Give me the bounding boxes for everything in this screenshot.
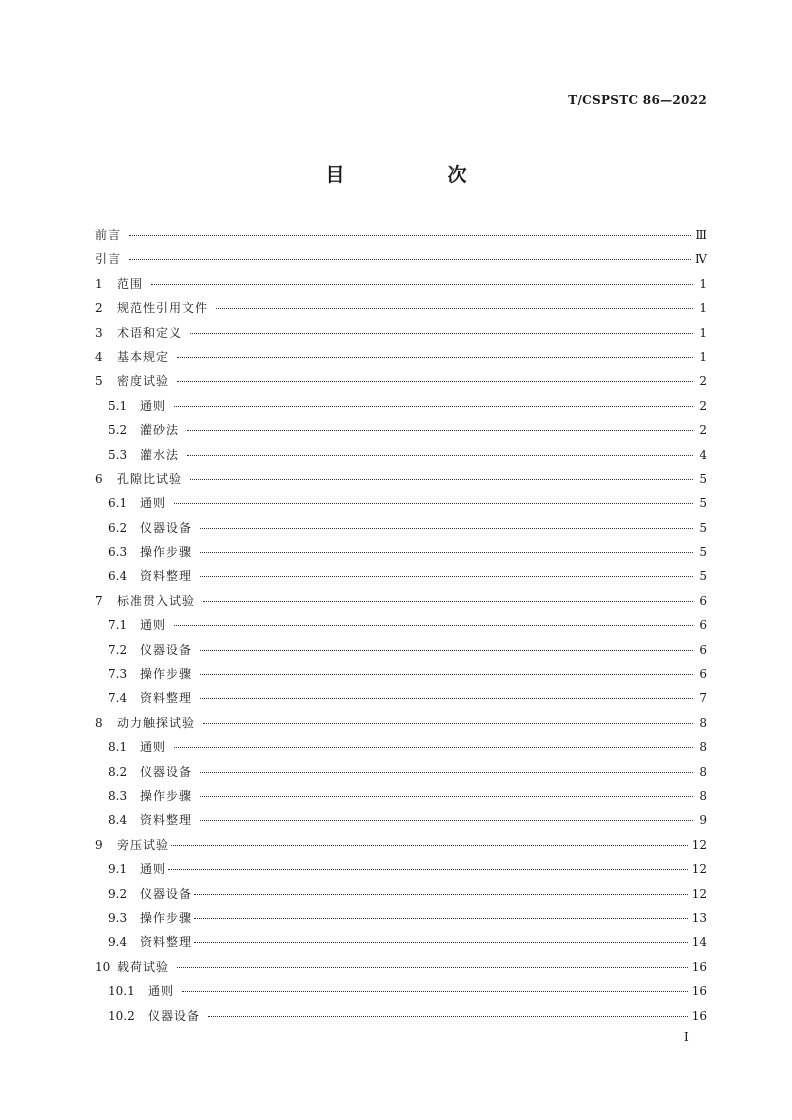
toc-entry-label: 基本规定 <box>117 349 170 364</box>
toc-leader-dots <box>216 308 693 309</box>
toc-entry-label: 资料整理 <box>140 935 193 950</box>
toc-leader-dots <box>190 479 693 480</box>
toc-entry-page: 16 <box>691 959 707 974</box>
toc-entry[interactable] <box>95 909 707 933</box>
toc-entry-label: 通则 <box>140 496 167 511</box>
toc-entry-page: 9 <box>699 813 707 828</box>
toc-entry-label: 通则 <box>140 740 167 755</box>
toc-entry[interactable] <box>95 738 707 762</box>
toc-entry-label: 灌砂法 <box>140 423 180 438</box>
toc-entry-number: 5.3 <box>108 447 128 462</box>
toc-entry[interactable] <box>95 982 707 1006</box>
toc-entry-page: 5 <box>699 496 707 511</box>
toc-entry-number: 6.4 <box>108 569 128 584</box>
toc-entry-page: 8 <box>699 740 707 755</box>
toc-entry-number: 9 <box>95 837 103 852</box>
toc-entry-page: 8 <box>699 764 707 779</box>
toc-entry-number: 2 <box>95 301 103 316</box>
toc-entry-page: 8 <box>699 715 707 730</box>
toc-entry-number: 8 <box>95 715 103 730</box>
toc-entry-page: 6 <box>699 618 707 633</box>
toc-entry-page: 13 <box>691 910 707 925</box>
toc-entry[interactable] <box>95 397 707 421</box>
toc-entry-number: 5 <box>95 374 103 389</box>
toc-leader-dots <box>168 869 688 870</box>
toc-entry[interactable] <box>95 567 707 591</box>
toc-entry[interactable] <box>95 324 707 348</box>
toc-entry-label: 标准贯入试验 <box>117 593 196 608</box>
toc-leader-dots <box>129 259 691 260</box>
toc-leader-dots <box>194 918 688 919</box>
toc-entry-page: 4 <box>699 447 707 462</box>
toc-entry-label: 资料整理 <box>140 813 193 828</box>
toc-leader-dots <box>203 723 693 724</box>
toc-entry-label: 通则 <box>148 984 175 999</box>
toc-entry-label: 仪器设备 <box>140 642 193 657</box>
toc-entry[interactable] <box>95 665 707 689</box>
toc-leader-dots <box>200 528 693 529</box>
toc-leader-dots <box>200 650 693 651</box>
page-number: I <box>684 1030 689 1044</box>
toc-entry[interactable] <box>95 616 707 640</box>
toc-entry[interactable] <box>95 836 707 860</box>
toc-entry-label: 仪器设备 <box>140 886 193 901</box>
toc-leader-dots <box>177 357 693 358</box>
toc-entry[interactable] <box>95 958 707 982</box>
toc-entry-page: 1 <box>699 276 707 291</box>
toc-entry[interactable] <box>95 689 707 713</box>
toc-entry-number: 5.2 <box>108 423 128 438</box>
toc-entry-page: 16 <box>691 984 707 999</box>
toc-entry-number: 3 <box>95 325 103 340</box>
toc-entry-page: 5 <box>699 545 707 560</box>
toc-leader-dots <box>151 284 693 285</box>
toc-entry[interactable] <box>95 860 707 884</box>
toc-entry-number: 6.3 <box>108 545 128 560</box>
toc-leader-dots <box>187 430 693 431</box>
toc-entry-page: 5 <box>699 520 707 535</box>
toc-entry-number: 6.1 <box>108 496 128 511</box>
toc-entry[interactable] <box>95 470 707 494</box>
toc-entry-page: 1 <box>699 325 707 340</box>
toc-entry[interactable] <box>95 250 707 274</box>
toc-entry-number: 10 <box>95 959 111 974</box>
toc-entry-label: 资料整理 <box>140 569 193 584</box>
toc-entry-label: 旁压试验 <box>117 837 170 852</box>
toc-entry-page: 7 <box>699 691 707 706</box>
toc-entry-page: 6 <box>699 642 707 657</box>
toc-entry[interactable] <box>95 348 707 372</box>
toc-entry-number: 5.1 <box>108 398 128 413</box>
toc-entry-page: 6 <box>699 593 707 608</box>
toc-entry-page: 5 <box>699 471 707 486</box>
toc-entry-page: 1 <box>699 349 707 364</box>
toc-entry-number: 7.4 <box>108 691 128 706</box>
toc-entry-label: 操作步骤 <box>140 910 193 925</box>
toc-entry-label: 灌水法 <box>140 447 180 462</box>
toc-entry-page: Ⅲ <box>695 228 707 242</box>
toc-entry-label: 载荷试验 <box>117 959 170 974</box>
toc-leader-dots <box>200 674 693 675</box>
toc-entry-label: 引言 <box>95 252 122 267</box>
toc-entry-page: 1 <box>699 301 707 316</box>
toc-leader-dots <box>174 503 693 504</box>
toc-leader-dots <box>177 967 688 968</box>
toc-entry-label: 范围 <box>117 276 144 291</box>
toc-entry[interactable] <box>95 446 707 470</box>
toc-entry-number: 7.1 <box>108 618 128 633</box>
toc-entry-page: 5 <box>699 569 707 584</box>
toc-entry-number: 9.1 <box>108 862 128 877</box>
toc-leader-dots <box>174 625 693 626</box>
toc-entry-label: 仪器设备 <box>140 520 193 535</box>
toc-entry-number: 8.1 <box>108 740 128 755</box>
toc-entry[interactable] <box>95 933 707 957</box>
toc-entry-number: 10.2 <box>108 1008 135 1023</box>
toc-entry-label: 操作步骤 <box>140 545 193 560</box>
toc-entry[interactable] <box>95 299 707 323</box>
toc-leader-dots <box>200 796 693 797</box>
toc-entry-number: 6 <box>95 471 103 486</box>
toc-entry-number: 8.2 <box>108 764 128 779</box>
toc-entry-label: 规范性引用文件 <box>117 301 209 316</box>
toc-entry[interactable] <box>95 372 707 396</box>
toc-entry[interactable] <box>95 811 707 835</box>
toc-entry[interactable] <box>95 763 707 787</box>
toc-leader-dots <box>200 576 693 577</box>
toc-leader-dots <box>171 845 688 846</box>
toc-leader-dots <box>194 942 688 943</box>
table-of-contents <box>95 226 707 1031</box>
toc-entry[interactable] <box>95 714 707 738</box>
toc-entry[interactable] <box>95 885 707 909</box>
toc-entry[interactable] <box>95 592 707 616</box>
toc-entry-page: 12 <box>691 837 707 852</box>
toc-entry-label: 仪器设备 <box>148 1008 201 1023</box>
toc-leader-dots <box>177 381 693 382</box>
toc-entry-number: 9.3 <box>108 910 128 925</box>
toc-entry-page: 14 <box>691 935 707 950</box>
toc-entry-number: 8.3 <box>108 788 128 803</box>
toc-entry-label: 通则 <box>140 398 167 413</box>
toc-entry-label: 动力触探试验 <box>117 715 196 730</box>
toc-entry-page: 6 <box>699 667 707 682</box>
toc-entry-number: 8.4 <box>108 813 128 828</box>
toc-entry[interactable] <box>95 641 707 665</box>
toc-entry-label: 操作步骤 <box>140 788 193 803</box>
toc-entry-number: 4 <box>95 349 103 364</box>
toc-leader-dots <box>200 698 693 699</box>
toc-entry-label: 孔隙比试验 <box>117 471 183 486</box>
toc-leader-dots <box>174 406 693 407</box>
toc-entry[interactable] <box>95 275 707 299</box>
toc-entry-number: 7.2 <box>108 642 128 657</box>
toc-entry-page: 8 <box>699 788 707 803</box>
document-code: T/CSPSTC 86—2022 <box>568 93 707 107</box>
toc-entry-page: 2 <box>699 423 707 438</box>
toc-entry-number: 9.4 <box>108 935 128 950</box>
toc-entry[interactable] <box>95 787 707 811</box>
toc-entry[interactable] <box>95 226 707 250</box>
toc-entry[interactable] <box>95 519 707 543</box>
toc-entry-number: 7.3 <box>108 667 128 682</box>
toc-entry-page: 12 <box>691 862 707 877</box>
toc-entry-label: 资料整理 <box>140 691 193 706</box>
toc-entry-label: 通则 <box>140 618 167 633</box>
toc-leader-dots <box>200 772 693 773</box>
toc-entry[interactable] <box>95 421 707 445</box>
toc-entry-number: 10.1 <box>108 984 135 999</box>
page-title: 目 次 <box>325 164 509 186</box>
toc-entry-label: 术语和定义 <box>117 325 183 340</box>
toc-leader-dots <box>129 235 691 236</box>
toc-entry-number: 7 <box>95 593 103 608</box>
toc-leader-dots <box>194 894 688 895</box>
toc-leader-dots <box>200 552 693 553</box>
toc-entry-number: 1 <box>95 276 103 291</box>
toc-entry-number: 9.2 <box>108 886 128 901</box>
toc-leader-dots <box>203 601 693 602</box>
toc-entry-number: 6.2 <box>108 520 128 535</box>
toc-entry-label: 通则 <box>140 862 167 877</box>
toc-entry-page: 2 <box>699 374 707 389</box>
toc-entry[interactable] <box>95 543 707 567</box>
toc-entry[interactable] <box>95 1007 707 1031</box>
toc-leader-dots <box>187 455 693 456</box>
toc-leader-dots <box>182 991 688 992</box>
toc-entry-label: 密度试验 <box>117 374 170 389</box>
toc-entry-page: 16 <box>691 1008 707 1023</box>
toc-entry-label: 操作步骤 <box>140 667 193 682</box>
toc-entry-page: 2 <box>699 398 707 413</box>
toc-entry-page: Ⅳ <box>695 252 707 267</box>
toc-leader-dots <box>190 333 693 334</box>
toc-entry-label: 仪器设备 <box>140 764 193 779</box>
toc-leader-dots <box>208 1016 688 1017</box>
toc-leader-dots <box>174 747 693 748</box>
toc-entry-page: 12 <box>691 886 707 901</box>
toc-entry[interactable] <box>95 494 707 518</box>
toc-leader-dots <box>200 820 693 821</box>
toc-entry-label: 前言 <box>95 228 122 242</box>
